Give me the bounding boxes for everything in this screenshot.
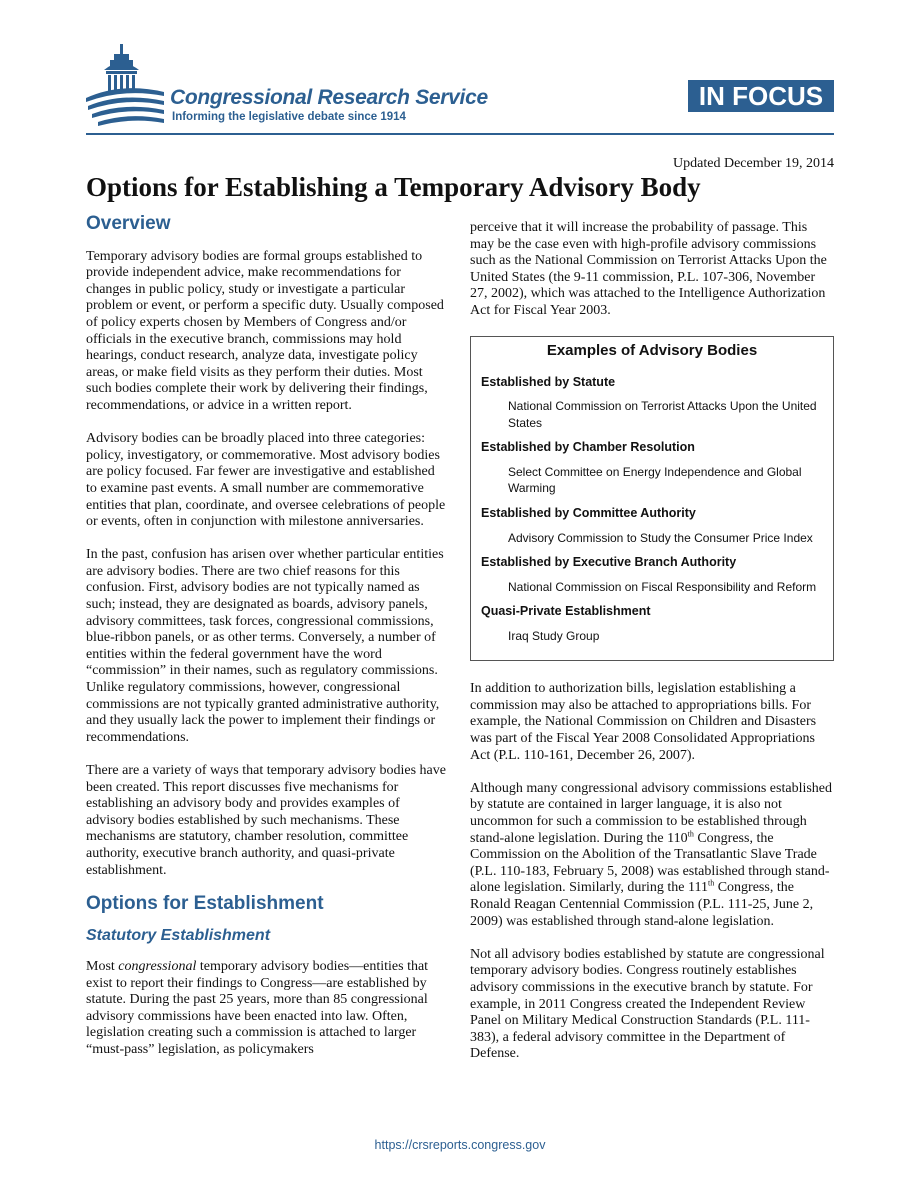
organization-tagline: Informing the legislative debate since 1914 xyxy=(172,111,406,123)
example-group-heading: Established by Executive Branch Authority xyxy=(481,555,737,570)
updated-date: Updated December 19, 2014 xyxy=(673,156,834,171)
executive-branch-paragraph: Not all advisory bodies established by statute are congressional temporary advisory bodies. Congress routinely establishes advisory commissions in the executive branch by statute. For example, in 2011 Congress created the Independent Review Panel on Military Medical Construction Standards (P.L. 111-383), a federal advisory committee in the Department of Defense. xyxy=(470,946,825,1062)
report-header xyxy=(86,40,834,136)
example-item: Iraq Study Group xyxy=(508,628,600,643)
overview-paragraph-4: There are a variety of ways that temporary advisory bodies have been created. This report discusses five mechanisms for establishing an advisory body and provides examples of advisory bodies established by such mechanisms. These mechanisms are statutory, chamber resolution, committee authority, executive branch authority, and quasi-private establishment. xyxy=(86,763,446,878)
examples-sidebar-box xyxy=(470,336,834,661)
section-heading-options: Options for Establishment xyxy=(86,892,324,914)
right-column xyxy=(470,220,834,1079)
example-group-heading: Established by Chamber Resolution xyxy=(481,440,695,455)
example-item: Select Committee on Energy Independence and Global Warming xyxy=(508,464,802,496)
example-group-heading: Established by Statute xyxy=(481,374,616,389)
example-group-heading: Quasi-Private Establishment xyxy=(481,604,651,619)
appropriations-paragraph: In addition to authorization bills, legislation establishing a commission may also be attached to appropriations bills. For example, the National Commission on Children and Disasters was part of the Fiscal Year 2008 Consolidated Appropriations Act (P.L. 110-161, December 26, 2007). xyxy=(470,681,817,763)
overview-paragraph-1: Temporary advisory bodies are formal groups established to provide independent advice, make recommendations for changes in public policy, study or investigate a particular problem or event, or perform a specific duty. Usually composed of policy experts chosen by Members of Congress and/or officials in the executive branch, commissions may hold hearings, conduct research, analyze data, investigate policy areas, or make field visits as they perform their duties. Most such bodies complete their work by delivering their findings, recommendations, or advice in a written report. xyxy=(86,248,444,413)
overview-paragraph-2: Advisory bodies can be broadly placed into three categories: policy, investigatory, or commemorative. Most advisory bodies are policy focused. Far fewer are investigative and established to examine past events. A small number are commemorative entities that plan, coordinate, and oversee celebrations of people or events, often in conjunction with milestone anniversaries. xyxy=(86,431,446,530)
subsection-heading-statutory: Statutory Establishment xyxy=(86,927,271,945)
left-column xyxy=(86,214,448,1075)
header-divider xyxy=(86,133,834,135)
example-item: National Commission on Terrorist Attacks Upon the United States xyxy=(508,399,817,430)
statutory-paragraph-1: Most congressional temporary advisory bodies—entities that exist to report their findings to Congress—are established by statute. During the past 25 years, more than 85 congressional advisory commissions have been enacted into law. Often, legislation creating such a commission is attached to larger “must-pass” legislation, as policymakers xyxy=(86,958,429,1057)
example-group-heading: Established by Committee Authority xyxy=(481,505,696,520)
section-heading-overview: Overview xyxy=(86,213,171,234)
in-focus-badge: IN FOCUS xyxy=(688,80,834,112)
overview-paragraph-3: In the past, confusion has arisen over whether particular entities are advisory bodies. There are two chief reasons for this confusion. First, advisory bodies are not typically named as such; instead, they are designated as boards, advisory panels, advisory committees, task forces, congressional commissions, blue-ribbon panels, or as other terms. Conversely, a number of entities within the federal government have the word “commission” in their names, such as regulatory commissions. Unlike regulatory commissions, however, congressional commissions are not typically granted administrative authority, and they usually lack the power to implement their findings or recommendations. xyxy=(86,547,444,745)
examples-box-title: Examples of Advisory Bodies xyxy=(546,342,758,360)
example-item: National Commission on Fiscal Responsibility and Reform xyxy=(508,579,817,594)
statutory-paragraph-continued: perceive that it will increase the probability of passage. This may be the case even with high-profile advisory commissions such as the National Commission on Terrorist Attacks Upon the United States (the 9-11 commission, P.L. 107-306, November 27, 2002), which was attached to the Intelligence Authorization Act for Fiscal Year 2003. xyxy=(470,220,827,318)
capitol-dome-logo xyxy=(86,40,166,130)
standalone-paragraph: Although many congressional advisory commissions established by statute are contained in larger language, it is also not uncommon for such a commission to be established through stand-alone legislation. During the 110th Congress, the Commission on the Abolition of the Transatlantic Slave Trade (P.L. 110-183, February 5, 2008) was established through stand-alone legislation. Similarly, during the 111th Congress, the Ronald Reagan Centennial Commission (P.L. 111-25, June 2, 2009) was established through stand-alone legislation. xyxy=(470,780,833,929)
page-title: Options for Establishing a Temporary Advisory Body xyxy=(86,172,701,202)
example-item: Advisory Commission to Study the Consumer Price Index xyxy=(508,530,813,545)
footer-url[interactable]: https://crsreports.congress.gov xyxy=(374,1138,546,1152)
organization-name: Congressional Research Service xyxy=(170,86,488,109)
